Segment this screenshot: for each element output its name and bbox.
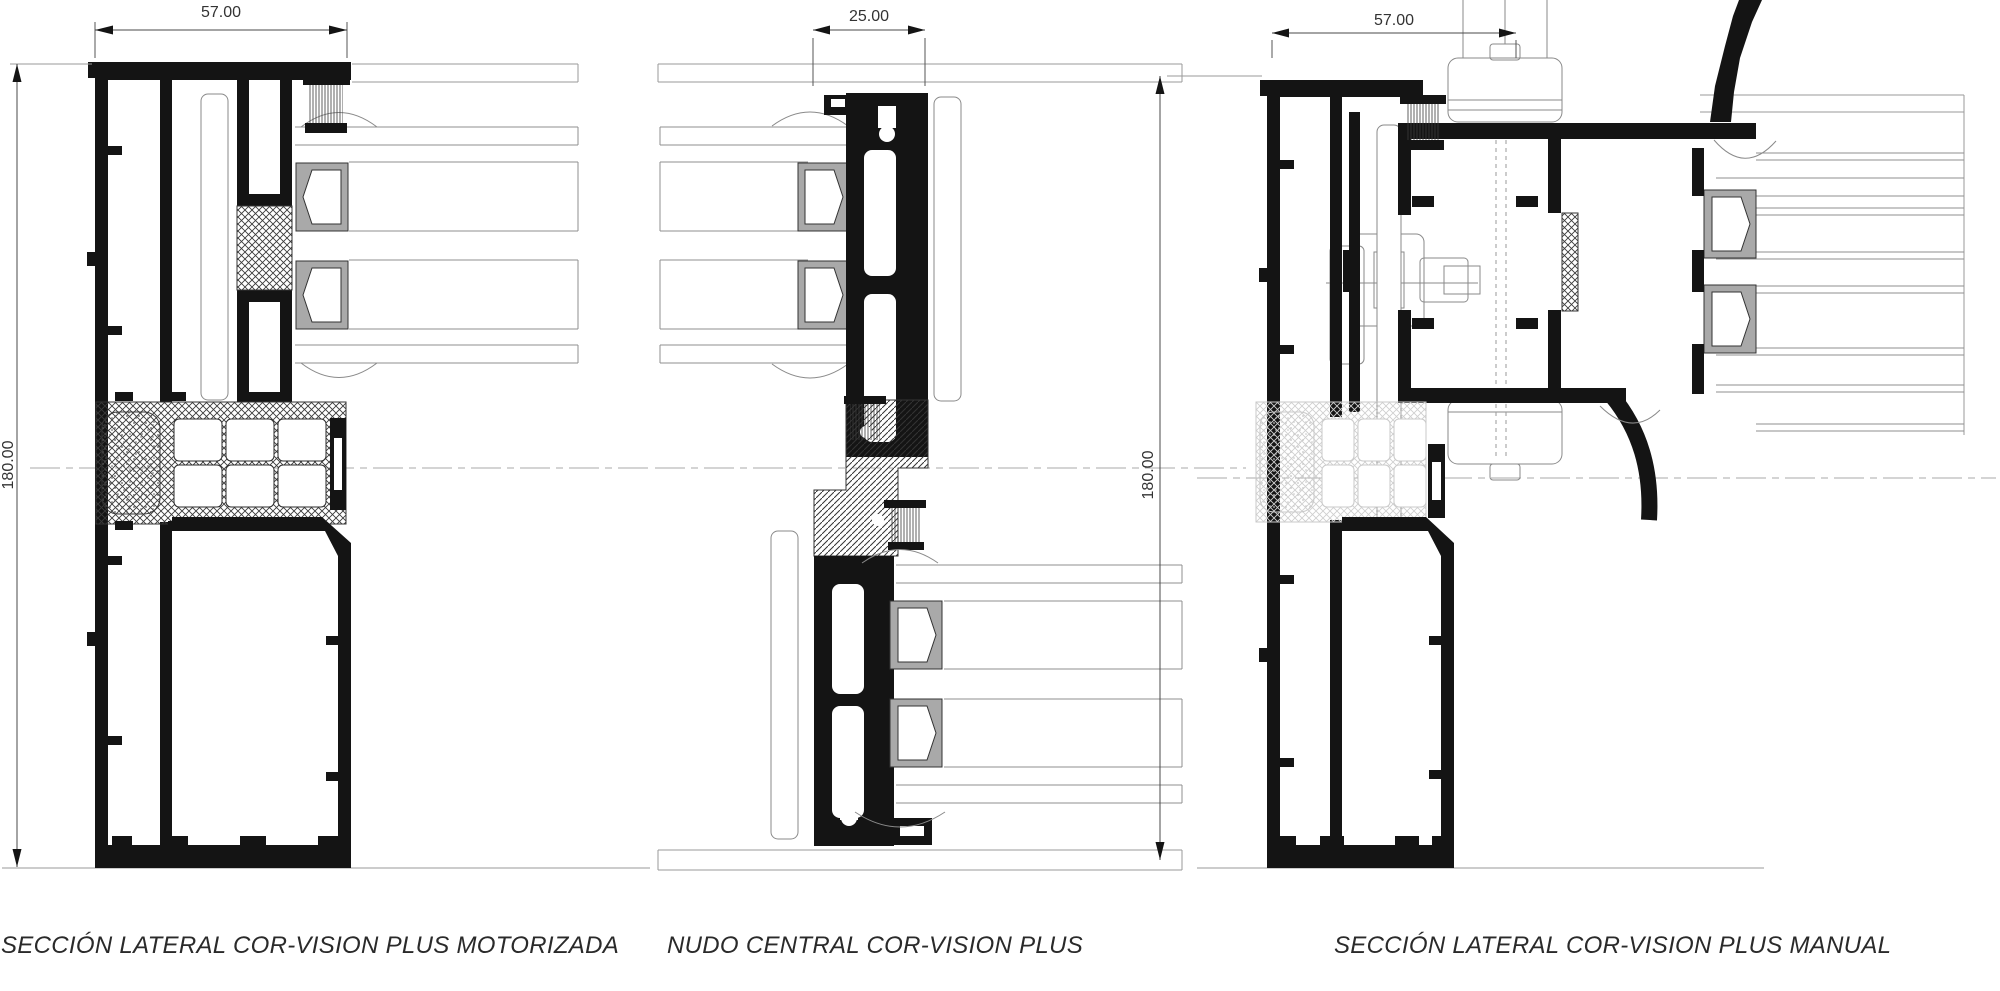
left-thermal-break-zone	[96, 392, 346, 530]
left-dimension-width	[95, 22, 347, 58]
dim-label-left-height: 180.00	[0, 440, 17, 490]
right-dimension-width	[1272, 29, 1516, 59]
section-title-right: SECCIÓN LATERAL COR-VISION PLUS MANUAL	[1334, 932, 1892, 959]
left-dimension-height	[10, 64, 92, 867]
dim-label-right-width: 57.00	[1373, 12, 1415, 29]
right-section-drawing	[1156, 0, 1997, 868]
section-title-left: SECCIÓN LATERAL COR-VISION PLUS MOTORIZADA	[1, 932, 620, 959]
right-thermal-break-zone	[1256, 402, 1445, 522]
right-bottom-frame	[1267, 517, 1454, 868]
dim-label-right-height: 180.00	[1140, 450, 1157, 500]
center-bottom-profile	[771, 531, 942, 846]
left-section-drawing	[2, 22, 650, 868]
section-title-center: NUDO CENTRAL COR-VISION PLUS	[667, 932, 1084, 959]
right-glass-panel	[1692, 148, 1964, 431]
center-dimension-width	[813, 26, 925, 87]
dim-label-left-width: 57.00	[200, 4, 242, 21]
dim-label-center-width: 25.00	[848, 8, 890, 25]
center-right-glass-panel	[855, 550, 1182, 828]
center-interlock	[814, 396, 928, 556]
right-leaf-profile	[1398, 0, 1776, 520]
left-bottom-frame	[95, 517, 351, 868]
